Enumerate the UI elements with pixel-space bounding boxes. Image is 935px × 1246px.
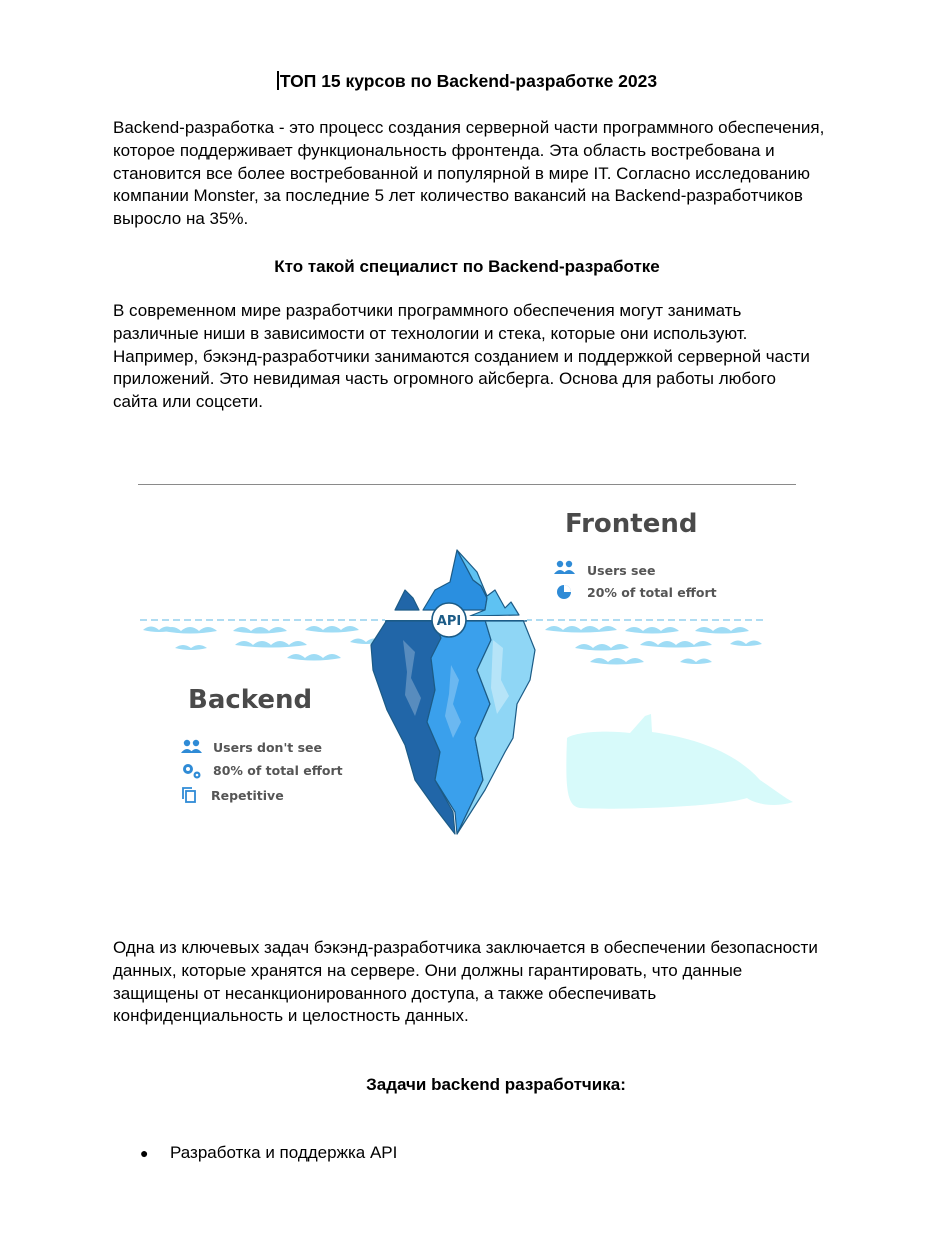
horizontal-rule bbox=[138, 484, 796, 485]
page-title bbox=[113, 69, 821, 93]
frontend-item-users-see: Users see bbox=[587, 563, 656, 578]
copy-icon bbox=[183, 788, 195, 802]
specialist-paragraph: В современном мире разработчики программного обеспечения могут занимать различные ниши в зависимости от технологии и стека, которые они используют. Например, бэкэнд-разработчики занимаются созданием и поддержкой серверной части приложений. Это невидимая часть огромного айсберга. Основа для работы любого сайта или соцсети. bbox=[113, 301, 810, 412]
backend-item-effort: 80% of total effort bbox=[213, 763, 343, 778]
list-item bbox=[140, 1142, 397, 1164]
backend-item-repetitive: Repetitive bbox=[211, 788, 284, 803]
list-item-text: Разработка и поддержка API bbox=[170, 1143, 398, 1162]
intro-paragraph: Backend-разработка - это процесс создания серверной части программного обеспечения, которое поддерживает функциональность фронтенда. Эта область востребована и становится все более востребованной и популярной в мире IT. Согласно исследованию компании Monster, за последние 5 лет количество вакансий на Backend-разработчиков выросло на 35%. bbox=[113, 118, 825, 229]
backend-item-users-dont-see: Users don't see bbox=[213, 740, 323, 755]
api-label: API bbox=[436, 614, 462, 629]
tasks-heading: Задачи backend разработчика: bbox=[366, 1075, 626, 1094]
pie-chart-icon bbox=[557, 585, 571, 599]
text-cursor bbox=[277, 71, 279, 90]
frontend-item-effort: 20% of total effort bbox=[587, 585, 717, 600]
iceberg-bottom bbox=[371, 620, 535, 834]
security-paragraph: Одна из ключевых задач бэкэнд-разработчика заключается в обеспечении безопасности данных, которые хранятся на сервере. Они должны гарантировать, что данные защищены от несанкционированного доступа, а также обеспечивать конфиденциальность и целостность данных. bbox=[113, 938, 818, 1026]
gears-icon bbox=[183, 764, 201, 779]
whale-shape bbox=[566, 714, 793, 809]
users-icon bbox=[554, 561, 575, 574]
api-badge bbox=[432, 603, 466, 637]
frontend-title: Frontend bbox=[565, 509, 698, 539]
backend-title: Backend bbox=[188, 685, 313, 715]
iceberg-figure bbox=[135, 490, 800, 840]
page-title-text: ТОП 15 курсов по Backend-разработке 2023 bbox=[279, 71, 658, 91]
bullet-icon: ● bbox=[140, 1145, 149, 1161]
section-heading-specialist: Кто такой специалист по Backend-разработке bbox=[274, 257, 660, 276]
users-hidden-icon bbox=[181, 740, 202, 753]
